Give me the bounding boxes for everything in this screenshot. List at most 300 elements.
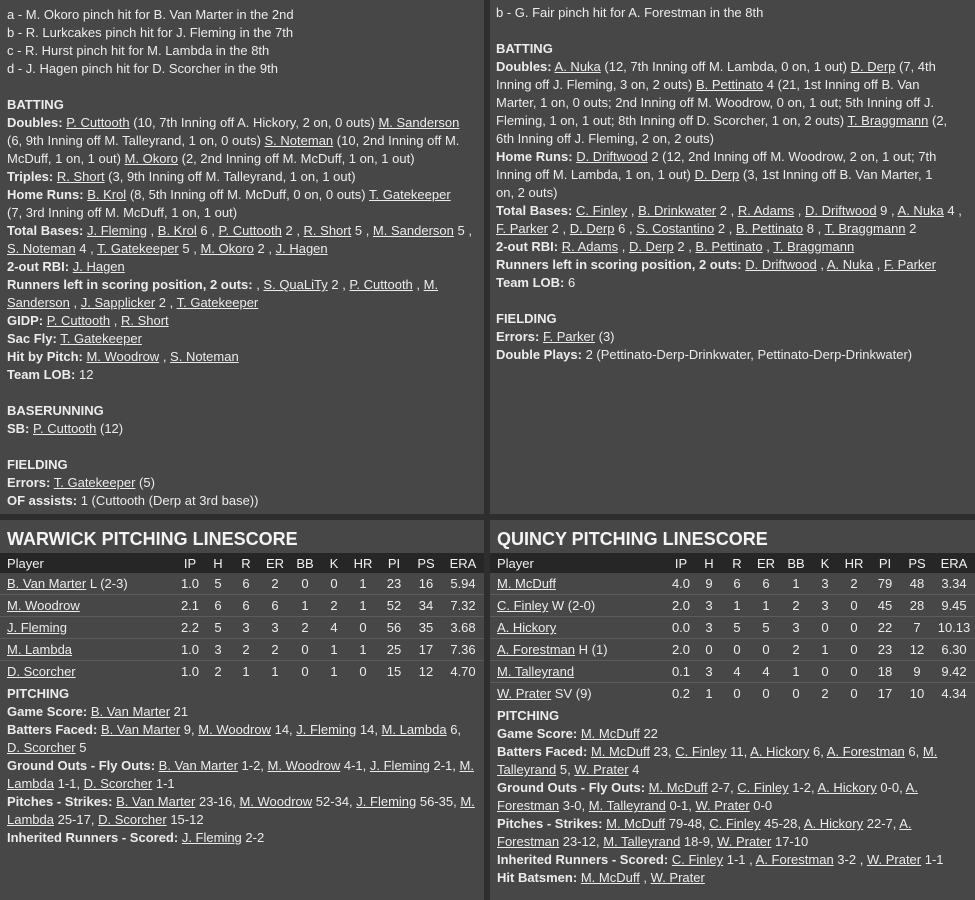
player-link[interactable]: A. Hickory — [803, 816, 864, 831]
stat-cell: 1 — [781, 573, 811, 595]
gidp-line — [7, 312, 477, 330]
decision-note: L (2-3) — [86, 576, 128, 591]
player-link[interactable]: A. — [899, 816, 912, 831]
go-fo-line — [7, 775, 477, 793]
stat-cell: 2 — [232, 639, 260, 661]
player-link[interactable]: T. Gatekeeper — [97, 241, 179, 256]
stat-text: 11, — [726, 744, 751, 759]
player-link[interactable]: A. Forestman — [826, 744, 905, 759]
stat-cell: 4 — [320, 617, 348, 639]
stat-cell: 0.2 — [671, 686, 691, 701]
player-link[interactable]: S. Noteman — [264, 133, 334, 148]
game-score-label: Game Score: — [7, 704, 88, 719]
rlisp-label: Runners left in scoring position, 2 outs: — [496, 257, 742, 272]
player-link[interactable]: M. Okoro — [124, 151, 179, 166]
team-lob-line — [7, 366, 477, 384]
stat-text: (10, 2nd Inning off M. — [333, 133, 460, 148]
player-link[interactable]: M. McDuff — [580, 726, 640, 741]
total-bases-line — [496, 202, 969, 220]
stat-cell: 1 — [290, 595, 320, 617]
quincy-pitching-title: QUINCY PITCHING LINESCORE — [497, 529, 768, 549]
pitches-strikes-line — [497, 833, 968, 851]
player-link[interactable]: C. Finley — [737, 780, 789, 795]
player-link[interactable]: D. Scorcher — [7, 740, 76, 755]
stat-text: , — [618, 239, 629, 254]
player-link[interactable]: J. Hagen — [72, 259, 125, 274]
player-link[interactable]: R. Short — [120, 313, 169, 328]
stat-cell: 48 — [901, 573, 933, 595]
player-link[interactable]: C. Finley — [671, 852, 724, 867]
player-link[interactable]: C. Finley — [575, 203, 628, 218]
stat-cell: 12 — [418, 664, 434, 679]
player-link[interactable]: J. Sapplicker — [80, 295, 156, 310]
stat-text: 6 , — [614, 221, 637, 236]
stat-cell: 28 — [901, 595, 933, 617]
team-lob-value: 6 — [564, 275, 576, 290]
stat-text: 23-16, — [195, 794, 240, 809]
stat-text: (3, 1st Inning off B. Van Marter, 1 — [739, 167, 933, 182]
team-lob-label: Team LOB: — [496, 275, 565, 290]
home-runs-line — [496, 166, 969, 184]
column-header: BB — [781, 553, 811, 573]
stat-text: 6, — [446, 722, 462, 737]
player-link[interactable]: Talleyrand — [497, 762, 557, 777]
player-link[interactable]: B. Drinkwater — [638, 203, 717, 218]
player-link[interactable]: M. Talleyrand — [603, 834, 681, 849]
player-link[interactable]: A. Forestman — [755, 852, 834, 867]
stat-cell: 18 — [869, 661, 901, 683]
player-link[interactable]: D. Derp — [850, 59, 896, 74]
batters-faced-line — [7, 739, 477, 757]
column-header: PI — [378, 553, 410, 573]
player-link[interactable]: M. Woodrow — [239, 794, 313, 809]
player-link[interactable]: Lambda — [7, 812, 54, 827]
stat-cell: 17 — [877, 686, 893, 701]
stat-text: 0-0 — [749, 798, 773, 813]
spacer — [496, 292, 969, 310]
stat-cell: 3.34 — [933, 573, 975, 595]
stat-cell: 6 — [723, 573, 751, 595]
stat-cell: 10.13 — [933, 617, 975, 639]
player-link[interactable]: J. Hagen — [275, 241, 328, 256]
player-link[interactable]: A. — [905, 780, 918, 795]
player-link[interactable]: B. Van Marter — [158, 758, 238, 773]
stat-text: 2 , — [327, 277, 350, 292]
stat-text: , — [146, 223, 158, 238]
stat-text: 3-2 , — [833, 852, 867, 867]
player-link[interactable]: D. Scorcher — [7, 664, 76, 679]
decision-note: SV (9) — [551, 686, 592, 701]
table-header-row — [490, 553, 975, 573]
player-link[interactable]: Forestman — [497, 798, 560, 813]
doubles-label: Doubles: — [496, 59, 552, 74]
inherited-runners-label: Inherited Runners - Scored: — [7, 830, 179, 845]
stat-text: 15-12 — [166, 812, 204, 827]
player-link[interactable]: W. Prater — [695, 798, 750, 813]
player-link[interactable]: M. Sanderson — [378, 115, 460, 130]
player-link[interactable]: W. Prater — [717, 834, 772, 849]
player-link[interactable]: A. Forestman — [497, 642, 576, 657]
player-link[interactable]: A. Hickory — [817, 780, 877, 795]
stat-text: 2 , — [716, 203, 738, 218]
player-cell — [490, 617, 667, 639]
stat-text: (6, 9th Inning off M. Talleyrand, 1 on, 0 outs) — [7, 133, 265, 148]
stat-cell: 6 — [260, 595, 290, 617]
player-link[interactable]: M. Lambda — [381, 722, 447, 737]
warwick-pitching-notes — [0, 682, 484, 847]
stat-cell: 3 — [811, 573, 839, 595]
two-out-rbi-line — [7, 258, 477, 276]
player-link[interactable]: W. Prater — [497, 686, 552, 701]
player-link[interactable]: T. Gatekeeper — [60, 331, 142, 346]
column-header: ER — [751, 553, 781, 573]
table-header-row — [0, 553, 484, 573]
player-link[interactable]: T. Braggmann — [824, 221, 906, 236]
player-link[interactable]: M. — [459, 758, 474, 773]
player-link[interactable]: B. Van Marter — [7, 576, 87, 591]
column-header: PI — [869, 553, 901, 573]
player-link[interactable]: J. Fleming — [181, 830, 242, 845]
player-link[interactable]: S. QuaLiTy — [263, 277, 328, 292]
player-link[interactable]: Lambda — [7, 776, 54, 791]
player-link[interactable]: F. Parker — [542, 329, 595, 344]
decision-note: H (1) — [575, 642, 608, 657]
stat-text: 2 — [905, 221, 917, 236]
player-link[interactable]: J. Fleming — [296, 722, 357, 737]
sub-note: c - R. Hurst pinch hit for M. Lambda in the 8th — [7, 43, 270, 58]
player-link[interactable]: M. Talleyrand — [497, 664, 575, 679]
hbp-line — [7, 348, 477, 366]
player-link[interactable]: R. Short — [303, 223, 352, 238]
player-link[interactable]: M. — [460, 794, 475, 809]
stat-cell: 0 — [290, 639, 320, 661]
player-link[interactable]: M. Woodrow — [267, 758, 341, 773]
stat-text: 14, — [356, 722, 382, 737]
stat-text: 6, — [809, 744, 827, 759]
stat-cell: 3.68 — [442, 617, 484, 639]
sub-note: d - J. Hagen pinch hit for D. Scorcher in the 9th — [7, 61, 278, 76]
two-out-rbi-label: 2-out RBI: — [7, 259, 70, 274]
player-link[interactable]: M. Woodrow — [86, 349, 160, 364]
stat-cell: 0.0 — [667, 617, 695, 639]
player-link[interactable]: C. Finley — [497, 598, 549, 613]
total-bases-line — [496, 220, 969, 238]
stat-text: (12) — [96, 421, 124, 436]
home-runs-line: on, 2 outs) — [496, 185, 558, 200]
player-link[interactable]: A. Nuka — [554, 59, 601, 74]
rlisp-label: Runners left in scoring position, 2 outs: — [7, 277, 253, 292]
stat-text: , — [639, 870, 651, 885]
home-runs-line — [7, 204, 477, 222]
stat-cell: 2 — [839, 573, 869, 595]
player-link[interactable]: P. Cuttooth — [46, 313, 111, 328]
stat-cell: 3 — [260, 617, 290, 639]
stat-text: 2 , — [548, 221, 570, 236]
hit-batsmen-label: Hit Batsmen: — [497, 870, 578, 885]
sac-fly-line — [7, 330, 477, 348]
stat-cell: 7.32 — [442, 595, 484, 617]
table-row — [0, 661, 484, 683]
player-link[interactable]: J. Fleming — [7, 620, 67, 635]
stat-text: (3, 9th Inning off M. Talleyrand, 1 on, 1 out) — [104, 169, 356, 184]
stat-cell: 0 — [359, 664, 367, 679]
stat-cell: 23 — [869, 639, 901, 661]
player-link[interactable]: W. Prater — [574, 762, 629, 777]
player-link[interactable]: S. Costantino — [636, 221, 715, 236]
stat-text: (2, — [928, 113, 948, 128]
stat-text: , — [816, 257, 827, 272]
stat-text: 21 — [170, 704, 189, 719]
player-link[interactable]: W. Prater — [866, 852, 922, 867]
stat-cell: 45 — [869, 595, 901, 617]
player-link[interactable]: S. Noteman — [170, 349, 239, 364]
player-link[interactable]: D. Derp — [569, 221, 615, 236]
sub-note: b - G. Fair pinch hit for A. Forestman in the 8th — [496, 5, 764, 20]
column-header: ER — [260, 553, 290, 573]
stat-text: 5 , — [351, 223, 373, 238]
player-link[interactable]: T. Gatekeeper — [53, 475, 136, 490]
sac-fly-label: Sac Fly: — [7, 331, 57, 346]
player-cell — [0, 639, 176, 661]
player-link[interactable]: B. Van Marter — [100, 722, 181, 737]
player-link[interactable]: D. Driftwood — [576, 149, 648, 164]
stat-cell: 0 — [811, 617, 839, 639]
player-link[interactable]: C. Finley — [709, 816, 761, 831]
stat-text: 2-2 — [241, 830, 265, 845]
team-lob-value: 12 — [75, 367, 94, 382]
stat-cell: 2 — [260, 639, 290, 661]
stat-cell: 25 — [378, 639, 410, 661]
stat-text: , — [762, 239, 774, 254]
stat-text: 1-2, — [788, 780, 818, 795]
stat-text: , — [69, 295, 81, 310]
stat-text: 56-35, — [416, 794, 461, 809]
player-link[interactable]: J. Fleming — [369, 758, 430, 773]
player-link[interactable]: D. Scorcher — [98, 812, 167, 827]
stat-text: 6 , — [196, 223, 219, 238]
stat-cell: 1.0 — [176, 639, 204, 661]
column-header: K — [320, 553, 348, 573]
player-link[interactable]: A. Hickory — [497, 620, 557, 635]
column-header: IP — [176, 553, 204, 573]
stat-cell: 0 — [762, 686, 770, 701]
player-link[interactable]: A. Nuka — [826, 257, 874, 272]
stat-text: 0-0, — [876, 780, 906, 795]
player-link[interactable]: T. Gatekeeper — [176, 295, 259, 310]
stat-cell: 1.0 — [180, 664, 200, 679]
player-link[interactable]: T. Braggmann — [847, 113, 929, 128]
player-link[interactable]: M. Lambda — [7, 642, 73, 657]
game-score-line — [497, 725, 968, 743]
pitching-section-title: PITCHING — [497, 708, 560, 723]
stat-cell: 6 — [232, 595, 260, 617]
stat-cell: 5.94 — [442, 573, 484, 595]
of-assists-line — [7, 492, 477, 510]
player-link[interactable]: B. Pettinato — [735, 221, 804, 236]
stat-cell: 6 — [232, 573, 260, 595]
player-link[interactable]: T. Braggmann — [773, 239, 855, 254]
player-link[interactable]: M. Woodrow — [198, 722, 271, 737]
rlisp-line — [7, 294, 477, 312]
stat-cell: 0 — [723, 639, 751, 661]
stat-cell: 1 — [751, 595, 781, 617]
player-cell — [0, 595, 176, 617]
home-runs-line — [7, 186, 477, 204]
stat-cell: 1.0 — [176, 573, 204, 595]
sub-note: a - M. Okoro pinch hit for B. Van Marter in the 2nd — [7, 7, 294, 22]
triples-line — [7, 168, 477, 186]
player-link[interactable]: A. Nuka — [897, 203, 944, 218]
player-link[interactable]: D. Driftwood — [805, 203, 877, 218]
player-link[interactable]: D. Scorcher — [83, 776, 153, 791]
player-link[interactable]: M. McDuff — [606, 816, 666, 831]
column-header: Player — [490, 553, 667, 573]
column-header: HR — [348, 553, 378, 573]
total-bases-label: Total Bases: — [496, 203, 573, 218]
sb-label: SB: — [7, 421, 30, 436]
player-link[interactable]: F. Parker — [883, 257, 936, 272]
player-link[interactable]: B. Pettinato — [695, 77, 764, 92]
table-row — [490, 573, 975, 595]
player-link[interactable]: B. Pettinato — [695, 239, 763, 254]
warwick-pitching-panel — [0, 520, 484, 900]
player-link[interactable]: R. Adams — [737, 203, 795, 218]
stat-text: 2 (Pettinato-Derp-Drinkwater, Pettinato-Derp-Drinkwater) — [581, 347, 913, 362]
total-bases-line — [7, 240, 477, 258]
stat-cell: 0 — [839, 595, 869, 617]
hbp-label: Hit by Pitch: — [7, 349, 83, 364]
player-link[interactable]: P. Cuttooth — [349, 277, 413, 292]
doubles-line — [496, 58, 969, 76]
errors-label: Errors: — [496, 329, 540, 344]
player-link[interactable]: W. Prater — [650, 870, 705, 885]
stat-cell: 2 — [781, 595, 811, 617]
table-row — [0, 639, 484, 661]
player-link[interactable]: B. Van Marter — [90, 704, 171, 719]
player-link[interactable]: M. Woodrow — [7, 598, 80, 613]
stat-text: 1 (Cuttooth (Derp at 3rd base)) — [77, 493, 259, 508]
stat-text: , — [412, 277, 424, 292]
doubles-line: 6th Inning off J. Fleming, 2 on, 2 outs) — [496, 131, 714, 146]
go-fo-line — [7, 757, 477, 775]
player-link[interactable]: Sanderson — [7, 295, 70, 310]
player-link[interactable]: M. Talleyrand — [588, 798, 666, 813]
player-link[interactable]: D. Derp — [628, 239, 674, 254]
stat-cell: 3 — [781, 617, 811, 639]
quincy-pitching-notes — [490, 704, 975, 887]
player-link[interactable]: A. Hickory — [750, 744, 810, 759]
player-link[interactable]: Forestman — [497, 834, 560, 849]
pitching-section-title: PITCHING — [7, 686, 70, 701]
stat-text: 2 , — [155, 295, 177, 310]
player-cell — [490, 661, 667, 683]
stat-cell: 2.2 — [176, 617, 204, 639]
player-link[interactable]: B. Krol — [157, 223, 197, 238]
double-plays-label: Double Plays: — [496, 347, 582, 362]
stat-cell: 35 — [410, 617, 442, 639]
stat-cell: 52 — [378, 595, 410, 617]
player-link[interactable]: M. — [922, 744, 938, 759]
stat-text: (10, 7th Inning off A. Hickory, 2 on, 0 outs) — [129, 115, 379, 130]
player-cell — [0, 617, 176, 639]
stat-cell: 10 — [909, 686, 925, 701]
stat-cell: 5 — [723, 617, 751, 639]
table-row — [0, 595, 484, 617]
stat-text: 8 , — [803, 221, 825, 236]
pitches-strikes-line — [7, 793, 477, 811]
stat-text: 2 , — [673, 239, 696, 254]
player-link[interactable]: R. Short — [56, 169, 105, 184]
stat-cell: 3 — [811, 595, 839, 617]
stat-cell: 0 — [301, 664, 309, 679]
player-link[interactable]: S. Noteman — [7, 241, 76, 256]
stat-text: 18-9, — [680, 834, 718, 849]
player-link[interactable]: J. Fleming — [86, 223, 147, 238]
player-link[interactable]: R. Adams — [561, 239, 619, 254]
stat-cell: 1 — [242, 664, 250, 679]
stat-cell: 1 — [330, 664, 338, 679]
stat-cell: 5 — [204, 617, 232, 639]
player-link[interactable]: C. Finley — [675, 744, 727, 759]
home-runs-line — [496, 148, 969, 166]
stat-text: 1-2, — [237, 758, 268, 773]
sub-note: b - R. Lurkcakes pinch hit for J. Fleming in the 7th — [7, 25, 294, 40]
player-link[interactable]: B. Krol — [87, 187, 127, 202]
stat-text: 1-1 — [152, 776, 175, 791]
sb-line — [7, 420, 477, 438]
player-link[interactable]: D. Driftwood — [745, 257, 817, 272]
stat-cell: 9.45 — [933, 595, 975, 617]
home-runs-label: Home Runs: — [7, 187, 84, 202]
player-link[interactable]: F. Parker — [496, 221, 549, 236]
stat-text: 2-1, — [429, 758, 460, 773]
stat-text: Inning off J. Fleming, 3 on, 2 outs) — [496, 77, 696, 92]
player-link[interactable]: P. Cuttooth — [33, 421, 97, 436]
player-link[interactable]: M. McDuff — [580, 870, 640, 885]
player-link[interactable]: B. Van Marter — [116, 794, 196, 809]
inherited-runners-line — [497, 851, 968, 869]
player-link[interactable]: J. Fleming — [356, 794, 417, 809]
player-link[interactable]: M. McDuff — [590, 744, 650, 759]
column-header: ERA — [933, 553, 975, 573]
stat-text: 79-48, — [665, 816, 710, 831]
doubles-line — [7, 150, 477, 168]
doubles-line — [7, 132, 477, 150]
player-link[interactable]: M. Okoro — [200, 241, 254, 256]
player-link[interactable]: M. McDuff — [497, 576, 556, 591]
two-out-rbi-label: 2-out RBI: — [496, 239, 559, 254]
stat-cell: 4.0 — [667, 573, 695, 595]
player-link[interactable]: D. Derp — [694, 167, 740, 182]
go-fo-label: Ground Outs - Fly Outs: — [497, 780, 646, 795]
table-row — [0, 573, 484, 595]
stat-cell: 22 — [869, 617, 901, 639]
spacer — [7, 384, 477, 402]
stat-cell: 2 — [290, 617, 320, 639]
player-link[interactable]: P. Cuttooth — [218, 223, 282, 238]
inherited-runners-line — [7, 829, 477, 847]
player-link[interactable]: M. Sanderson — [372, 223, 454, 238]
stat-text: , — [627, 203, 639, 218]
stat-cell: 1 — [811, 639, 839, 661]
column-header: R — [723, 553, 751, 573]
player-link[interactable]: P. Cuttooth — [66, 115, 130, 130]
player-link[interactable]: M. — [423, 277, 439, 292]
stat-cell: 2 — [320, 595, 348, 617]
player-link[interactable]: T. Gatekeeper — [369, 187, 451, 202]
stat-cell: 17 — [410, 639, 442, 661]
player-link[interactable]: M. McDuff — [648, 780, 708, 795]
